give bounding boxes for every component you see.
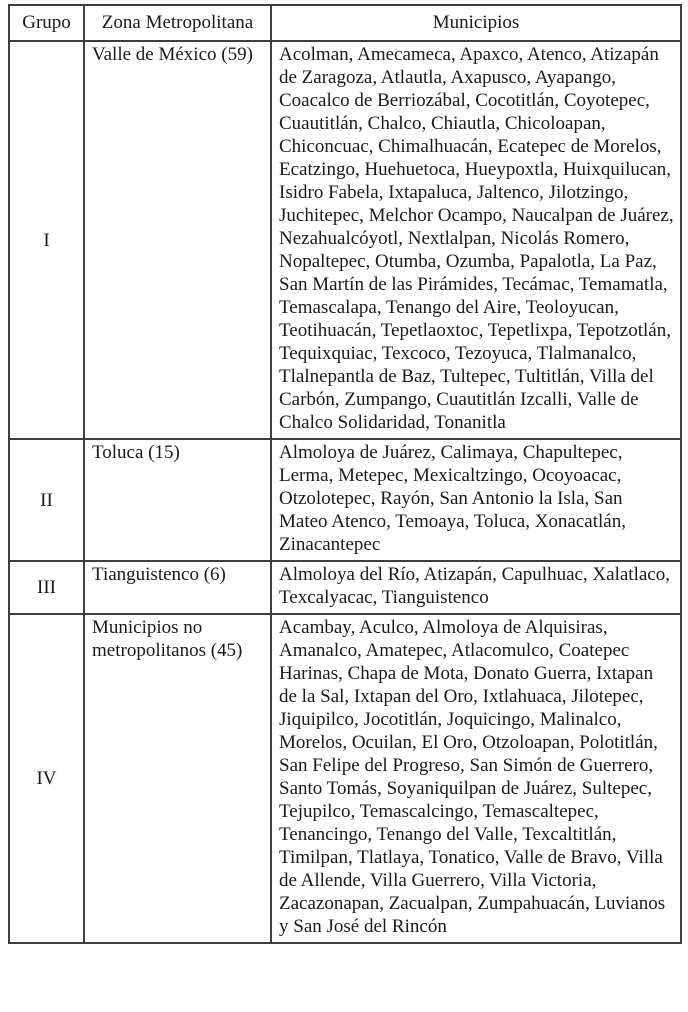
column-header-grupo: Grupo: [9, 5, 84, 41]
column-header-municipios: Municipios: [271, 5, 681, 41]
municipios-list: Almoloya de Juárez, Calimaya, Chapultepec, Lerma, Metepec, Mexicaltzingo, Ocoyoacac, Otzolotepec, Rayón, San Antonio la Isla, San Mateo Atenco, Temoaya, Toluca, Xonacatlán, Zinacantepec: [271, 439, 681, 561]
zona-metropolitana-label: Toluca (15): [84, 439, 271, 561]
grupo-label: I: [9, 41, 84, 439]
column-header-zona-metropolitana: Zona Metropolitana: [84, 5, 271, 41]
grupo-label: IV: [9, 614, 84, 943]
table-row-grupo-iv: [9, 614, 681, 943]
zona-metropolitana-label: Tianguistenco (6): [84, 561, 271, 614]
municipalities-table: [8, 4, 682, 944]
grupo-label: III: [9, 561, 84, 614]
municipios-list: Acambay, Aculco, Almoloya de Alquisiras, Amanalco, Amatepec, Atlacomulco, Coatepec Harinas, Chapa de Mota, Donato Guerra, Ixtapan de la Sal, Ixtapan del Oro, Ixtlahuaca, Jilotepec, Jiquipilco, Jocotitlán, Joquicingo, Malinalco, Morelos, Ocuilan, El Oro, Otzoloapan, Polotitlán, San Felipe del Progreso, San Simón de Guerrero, Santo Tomás, Soyaniquilpan de Juárez, Sultepec, Tejupilco, Temascalcingo, Temascaltepec, Tenancingo, Tenango del Valle, Texcaltitlán, Timilpan, Tlatlaya, Tonatico, Valle de Bravo, Villa de Allende, Villa Guerrero, Villa Victoria, Zacazonapan, Zacualpan, Zumpahuacán, Luvianos y San José del Rincón: [271, 614, 681, 943]
zona-metropolitana-label: Municipios no metropolitanos (45): [84, 614, 271, 943]
header-row: [9, 5, 681, 41]
zona-metropolitana-label: Valle de México (59): [84, 41, 271, 439]
table-row-grupo-ii: [9, 439, 681, 561]
grupo-label: II: [9, 439, 84, 561]
municipios-list: Almoloya del Río, Atizapán, Capulhuac, Xalatlaco, Texcalyacac, Tianguistenco: [271, 561, 681, 614]
table-row-grupo-iii: [9, 561, 681, 614]
table-row-grupo-i: [9, 41, 681, 439]
municipios-list: Acolman, Amecameca, Apaxco, Atenco, Atizapán de Zaragoza, Atlautla, Axapusco, Ayapango, Coacalco de Berriozábal, Cocotitlán, Coyotepec, Cuautitlán, Chalco, Chiautla, Chicoloapan, Chiconcuac, Chimalhuacán, Ecatepec de Morelos, Ecatzingo, Huehuetoca, Hueypoxtla, Huixquilucan, Isidro Fabela, Ixtapaluca, Jaltenco, Jilotzingo, Juchitepec, Melchor Ocampo, Naucalpan de Juárez, Nezahualcóyotl, Nextlalpan, Nicolás Romero, Nopaltepec, Otumba, Ozumba, Papalotla, La Paz, San Martín de las Pirámides, Tecámac, Temamatla, Temascalapa, Tenango del Aire, Teoloyucan, Teotihuacán, Tepetlaoxtoc, Tepetlixpa, Tepotzotlán, Tequixquiac, Texcoco, Tezoyuca, Tlalmanalco, Tlalnepantla de Baz, Tultepec, Tultitlán, Villa del Carbón, Zumpango, Cuautitlán Izcalli, Valle de Chalco Solidaridad, Tonanitla: [271, 41, 681, 439]
